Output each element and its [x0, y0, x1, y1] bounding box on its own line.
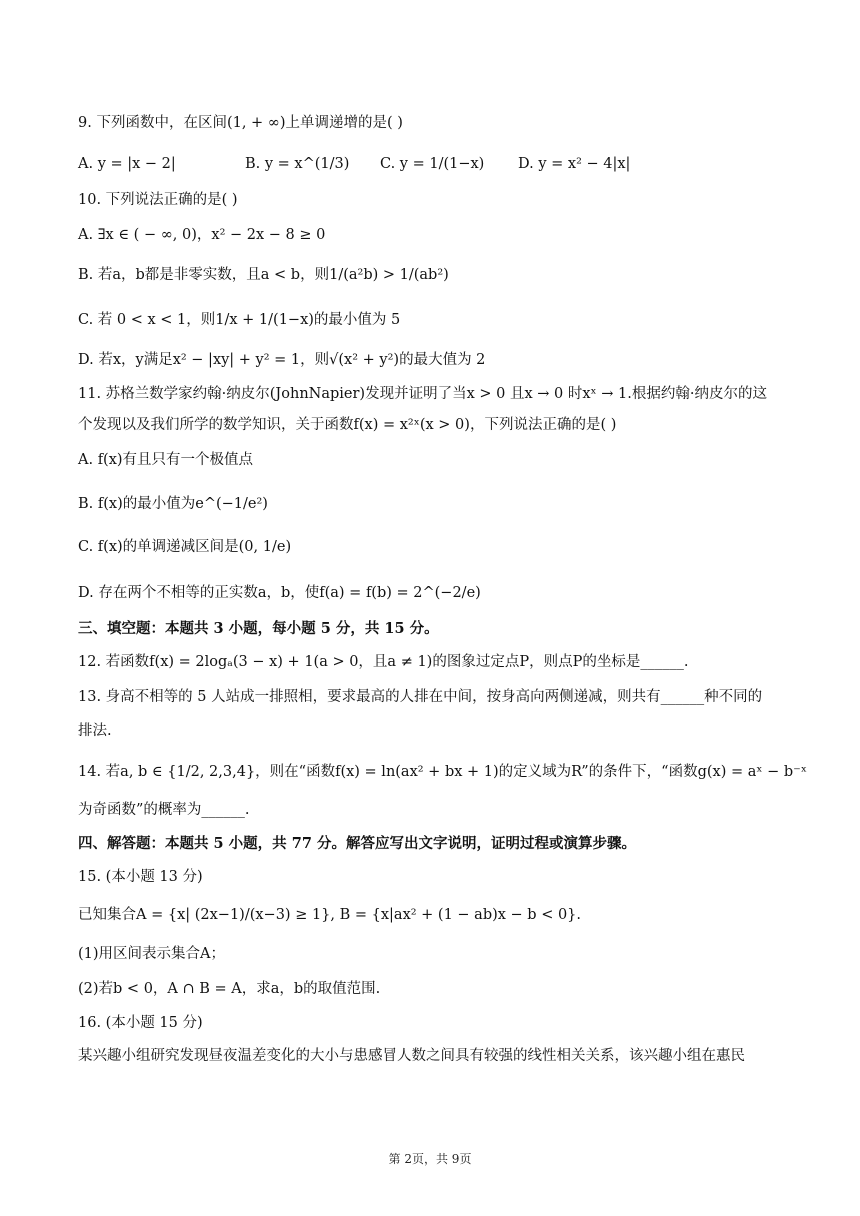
q11-option-c: C. f(x)的单调递减区间是(0, 1/e) — [78, 539, 292, 555]
q13-line2: 排法. — [78, 723, 112, 739]
q10-option-c: C. 若 0 < x < 1，则1/x + 1/(1−x)的最小值为 5 — [78, 312, 401, 328]
q10-stem: 10. 下列说法正确的是( ) — [78, 192, 238, 208]
q14-line1: 14. 若a, b ∈ {1/2, 2,3,4}，则在“函数f(x) = ln(ax² + bx + 1)的定义域为R”的条件下，“函数g(x) = aˣ − b⁻ˣ — [78, 764, 807, 780]
section-4-heading: 四、解答题：本题共 5 小题，共 77 分。解答应写出文字说明，证明过程或演算步骤。 — [78, 835, 636, 852]
q11-stem-line1: 11. 苏格兰数学家约翰·纳皮尔(JohnNapier)发现并证明了当x > 0 且x → 0 时xˣ → 1.根据约翰·纳皮尔的这 — [78, 386, 767, 402]
q12: 12. 若函数f(x) = 2logₐ(3 − x) + 1(a > 0，且a ≠ 1)的图象过定点P，则点P的坐标是______. — [78, 654, 689, 670]
q10-option-d: D. 若x，y满足x² − |xy| + y² = 1，则√(x² + y²)的最大值为 2 — [78, 352, 486, 368]
q11-option-a: A. f(x)有且只有一个极值点 — [78, 452, 254, 468]
q15-head: 15. (本小题 13 分) — [78, 869, 203, 885]
q9-option-b: B. y = x^(1/3) — [245, 156, 350, 172]
q16-line1: 某兴趣小组研究发现昼夜温差变化的大小与患感冒人数之间具有较强的线性相关关系，该兴趣小组在惠民 — [78, 1048, 745, 1064]
q16-head: 16. (本小题 15 分) — [78, 1015, 203, 1031]
q15-part1: (1)用区间表示集合A； — [78, 946, 226, 962]
q9-option-a: A. y = |x − 2| — [78, 156, 176, 172]
q15-part2: (2)若b < 0，A ∩ B = A，求a，b的取值范围. — [78, 981, 381, 997]
q9-option-c: C. y = 1/(1−x) — [380, 156, 485, 172]
q14-line2: 为奇函数”的概率为______. — [78, 802, 250, 818]
q11-stem-line2: 个发现以及我们所学的数学知识，关于函数f(x) = x²ˣ(x > 0)，下列说法正确的是( ) — [78, 417, 617, 433]
section-3-heading: 三、填空题：本题共 3 小题，每小题 5 分，共 15 分。 — [78, 620, 439, 637]
q9-option-d: D. y = x² − 4|x| — [518, 156, 631, 172]
q15-given: 已知集合A = {x| (2x−1)/(x−3) ≥ 1}, B = {x|ax² + (1 − ab)x − b < 0}. — [78, 907, 582, 923]
page-footer: 第 2页，共 9页 — [388, 1152, 472, 1166]
q11-option-d: D. 存在两个不相等的正实数a，b，使f(a) = f(b) = 2^(−2/e) — [78, 585, 481, 601]
q13-line1: 13. 身高不相等的 5 人站成一排照相，要求最高的人排在中间，按身高向两侧递减，则共有______种不同的 — [78, 689, 763, 705]
q9-stem: 9. 下列函数中，在区间(1, + ∞)上单调递增的是( ) — [78, 115, 403, 131]
q10-option-a: A. ∃x ∈ ( − ∞, 0)，x² − 2x − 8 ≥ 0 — [78, 227, 326, 243]
q10-option-b: B. 若a，b都是非零实数，且a < b，则1/(a²b) > 1/(ab²) — [78, 267, 449, 283]
q11-option-b: B. f(x)的最小值为e^(−1/e²) — [78, 496, 268, 512]
